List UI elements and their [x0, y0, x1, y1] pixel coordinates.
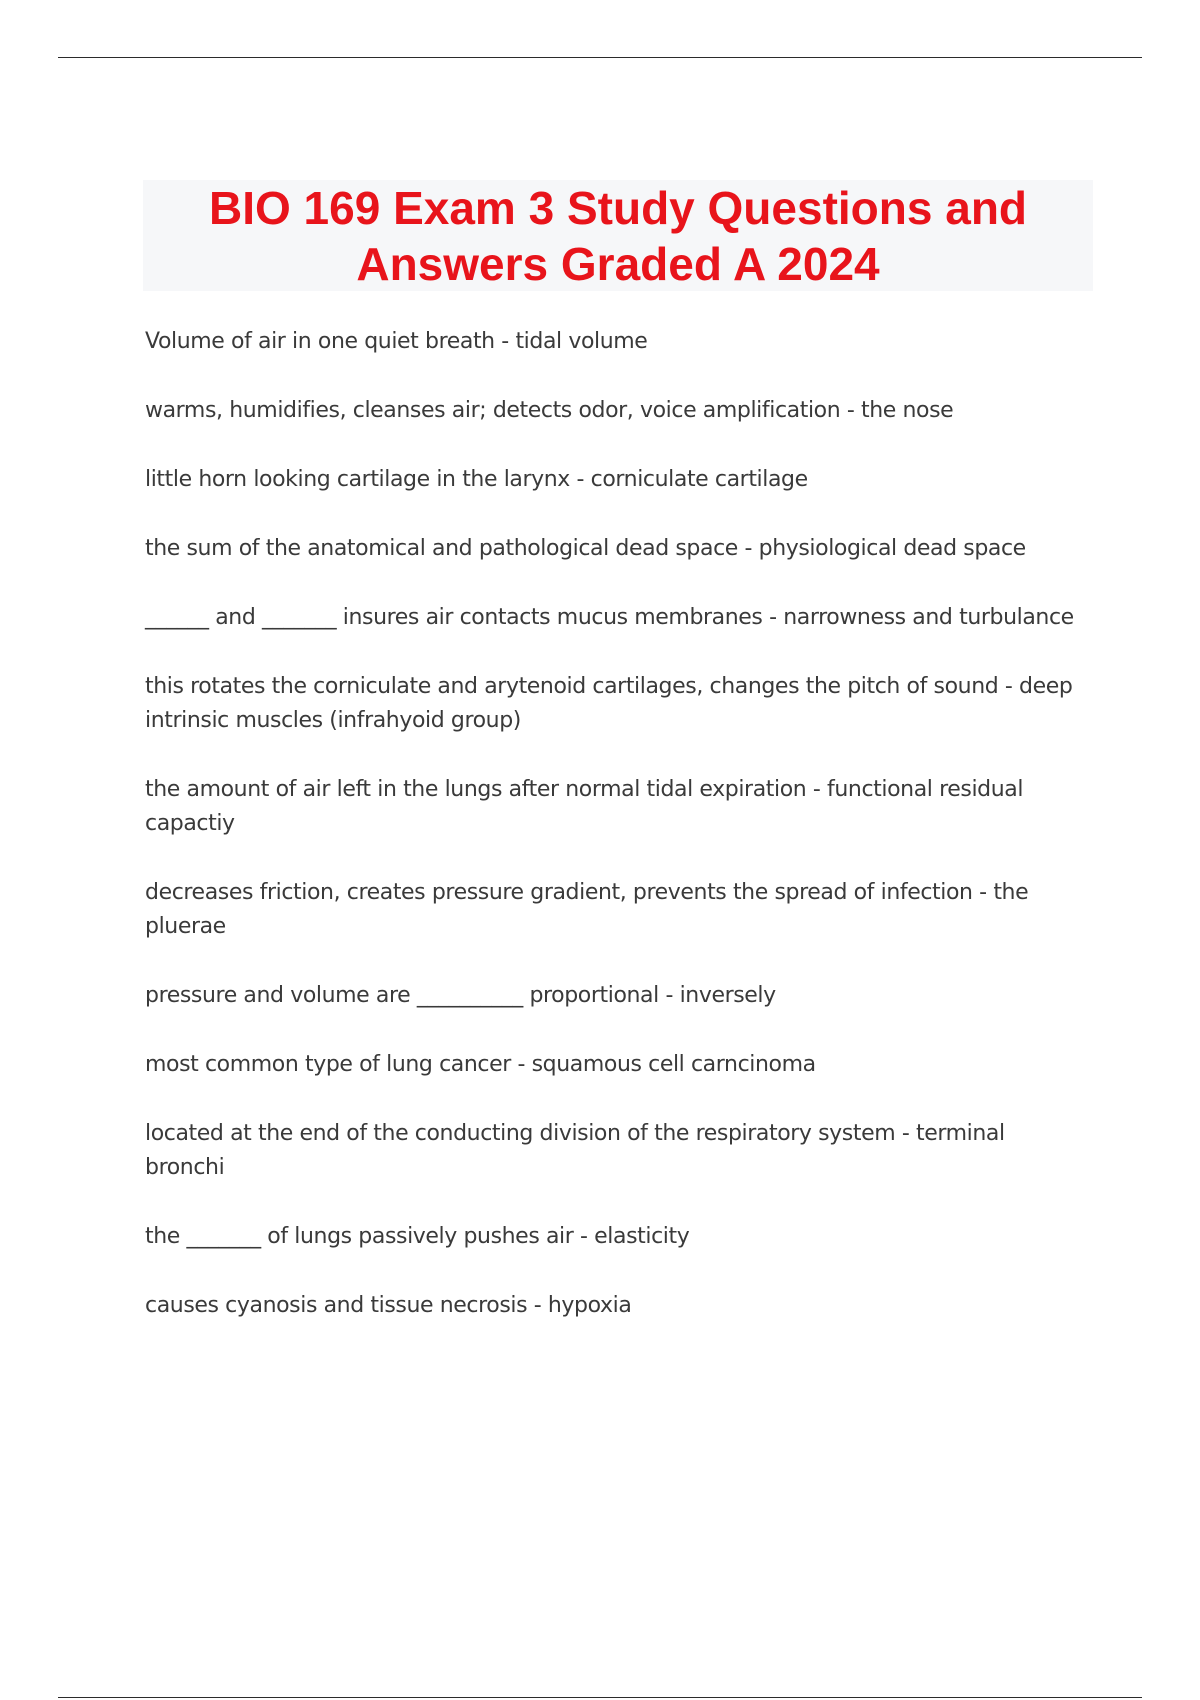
title-line-1: BIO 169 Exam 3 Study Questions and — [208, 181, 1028, 234]
qa-item: little horn looking cartilage in the larynx - corniculate cartilage — [145, 467, 808, 492]
qa-item: located at the end of the conducting division of the respiratory system - terminal bronchi — [145, 1121, 1005, 1180]
qa-item: pressure and volume are __________ proportional - inversely — [145, 983, 776, 1008]
qa-item: most common type of lung cancer - squamous cell carncinoma — [145, 1052, 816, 1077]
qa-item: causes cyanosis and tissue necrosis - hypoxia — [145, 1293, 632, 1318]
qa-item: ______ and _______ insures air contacts mucus membranes - narrowness and turbulance — [145, 605, 1074, 630]
top-divider — [58, 57, 1142, 58]
title-banner — [143, 180, 1093, 291]
qa-list — [145, 325, 1075, 1358]
bottom-divider — [58, 1697, 1142, 1698]
title-line-2: Answers Graded A 2024 — [356, 237, 880, 290]
qa-item: the sum of the anatomical and pathological dead space - physiological dead space — [145, 536, 1026, 561]
document-title — [153, 180, 1083, 292]
qa-item: decreases friction, creates pressure gradient, prevents the spread of infection - the pluerae — [145, 880, 1029, 939]
qa-item: the amount of air left in the lungs after normal tidal expiration - functional residual capactiy — [145, 777, 1024, 836]
qa-item: Volume of air in one quiet breath - tidal volume — [145, 329, 648, 354]
qa-item: the _______ of lungs passively pushes air - elasticity — [145, 1224, 690, 1249]
qa-item: warms, humidifies, cleanses air; detects odor, voice amplification - the nose — [145, 398, 954, 423]
qa-item: this rotates the corniculate and arytenoid cartilages, changes the pitch of sound - deep intrinsic muscles (infrahyoid group) — [145, 674, 1073, 733]
